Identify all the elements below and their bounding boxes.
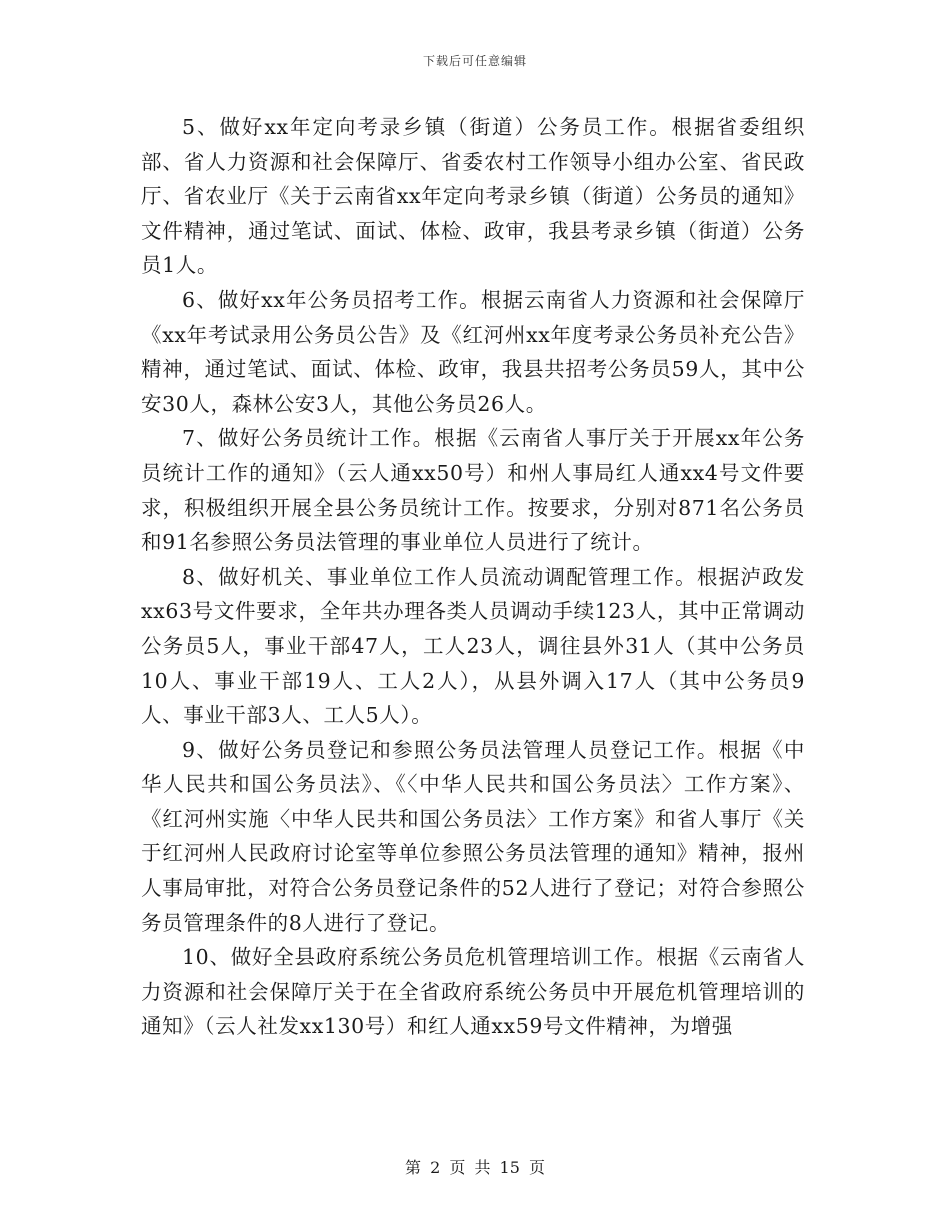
document-body [141, 110, 805, 1044]
paragraph-item-10: 10、做好全县政府系统公务员危机管理培训工作。根据《云南省人力资源和社会保障厅关于在全省政府系统公务员中开展危机管理培训的通知》（云人社发xx130号）和红人通xx59号文件精神，为增强 [141, 945, 805, 1039]
paragraph-item-5: 5、做好xx年定向考录乡镇（街道）公务员工作。根据省委组织部、省人力资源和社会保障厅、省委农村工作领导小组办公室、省民政厅、省农业厅《关于云南省xx年定向考录乡镇（街道）公务员的通知》文件精神，通过笔试、面试、体检、政审，我县考录乡镇（街道）公务员1人。 [141, 115, 805, 278]
page-number-footer: 第 2 页 共 15 页 [405, 1158, 545, 1177]
paragraph-item-8: 8、做好机关、事业单位工作人员流动调配管理工作。根据泸政发xx63号文件要求，全年共办理各类人员调动手续123人，其中正常调动公务员5人，事业干部47人，工人23人，调往县外31人（其中公务员10人、事业干部19人、工人2人），从县外调入17人（其中公务员9人、事业干部3人、工人5人）。 [141, 564, 805, 728]
paragraph-item-6: 6、做好xx年公务员招考工作。根据云南省人力资源和社会保障厅《xx年考试录用公务员公告》及《红河州xx年度考录公务员补充公告》精神，通过笔试、面试、体检、政审，我县共招考公务员59人，其中公安30人，森林公安3人，其他公务员26人。 [141, 287, 805, 416]
page-header: 下载后可任意编辑 [422, 54, 527, 68]
paragraph-item-7: 7、做好公务员统计工作。根据《云南省人事厅关于开展xx年公务员统计工作的通知》（云人通xx50号）和州人事局红人通xx4号文件要求，积极组织开展全县公务员统计工作。按要求，分别对871名公务员和91名参照公务员法管理的事业单位人员进行了统计。 [141, 426, 805, 555]
paragraph-item-9: 9、做好公务员登记和参照公务员法管理人员登记工作。根据《中华人民共和国公务员法》、《〈中华人民共和国公务员法〉工作方案》、《红河州实施〈中华人民共和国公务员法〉工作方案》和省人事厅《关于红河州人民政府讨论室等单位参照公务员法管理的通知》精神，报州人事局审批，对符合公务员登记条件的52人进行了登记；对符合参照公务员管理条件的8人进行了登记。 [141, 737, 805, 935]
